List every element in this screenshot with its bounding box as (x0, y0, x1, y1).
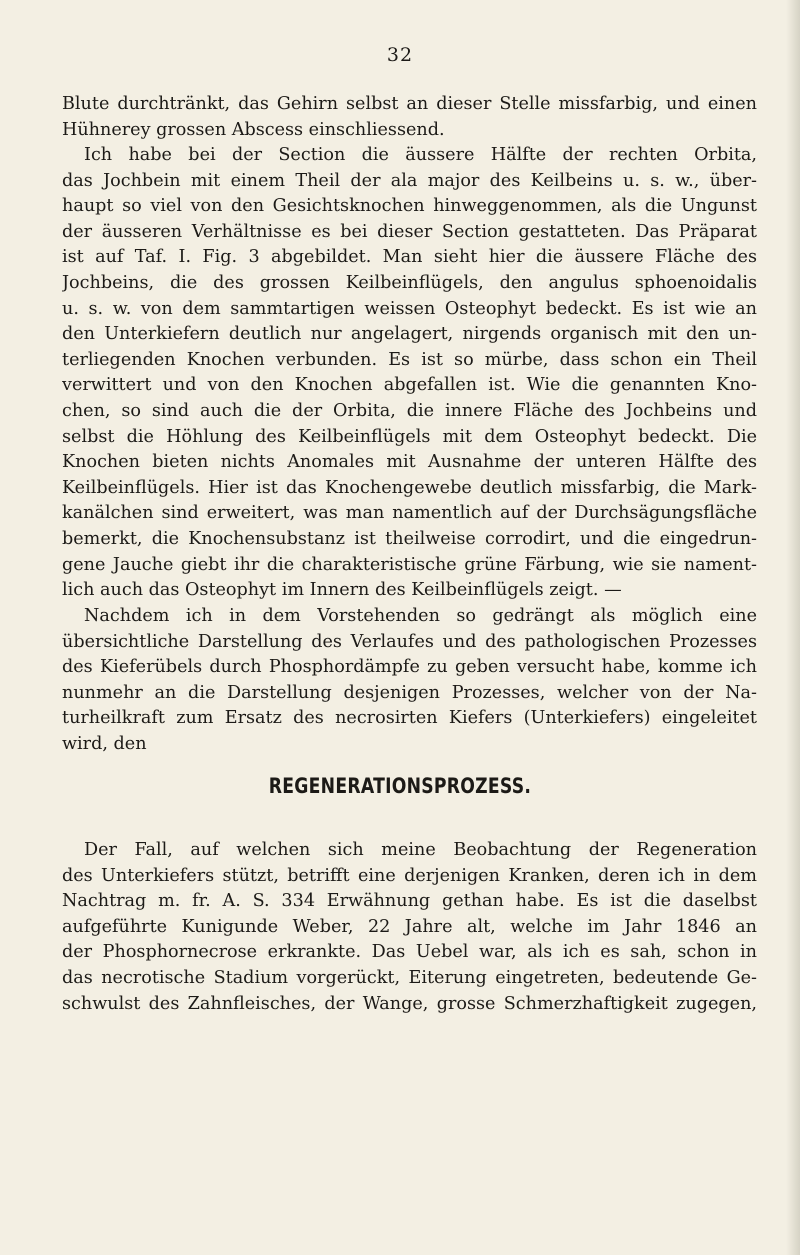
text-line: kanälchen sind erweitert, was man namentlich auf der Durchsägungsfläche (62, 503, 757, 524)
text-line: Knochen bieten nichts Anomales mit Ausnahme der unteren Hälfte des (62, 452, 757, 473)
text-line: lich auch das Osteophyt im Innern des Keilbeinflügels zeigt. — (62, 580, 622, 601)
text-line: übersichtliche Darstellung des Verlaufes und des pathologischen Prozesses (62, 631, 757, 652)
text-line: Der Fall, auf welchen sich meine Beobachtung der Regeneration (84, 840, 757, 860)
text-line: nunmehr an die Darstellung desjenigen Prozesses, welcher von der Na- (62, 682, 757, 703)
text-line: haupt so viel von den Gesichtsknochen hinweggenommen, als die Ungunst (62, 196, 757, 217)
text-line: den Unterkiefern deutlich nur angelagert, nirgends organisch mit den un- (62, 324, 757, 345)
text-line: aufgeführte Kunigunde Weber, 22 Jahre alt, welche im Jahr 1846 an (62, 916, 757, 937)
text-line: Keilbeinflügels. Hier ist das Knochengewebe deutlich missfarbig, die Mark- (62, 477, 757, 498)
text-line: wird, den (62, 733, 147, 754)
text-line: selbst die Höhlung des Keilbeinflügels mit dem Osteophyt bedeckt. Die (62, 426, 757, 447)
paragraph-2 (62, 143, 757, 604)
text-line: ist auf Taf. I. Fig. 3 abgebildet. Man sieht hier die äussere Fläche des (62, 247, 757, 268)
text-line: terliegenden Knochen verbunden. Es ist so mürbe, dass schon ein Theil (62, 349, 757, 370)
text-line: gene Jauche giebt ihr die charakteristische grüne Färbung, wie sie nament- (62, 554, 757, 575)
paragraph-4 (62, 838, 757, 1017)
text-line: Nachtrag m. fr. A. S. 334 Erwähnung gethan habe. Es ist die daselbst (62, 891, 757, 912)
text-line: Ich habe bei der Section die äussere Hälfte der rechten Orbita, (84, 145, 757, 165)
section-heading: REGENERATIONSPROZESS. (268, 774, 532, 798)
text-line: das necrotische Stadium vorgerückt, Eiterung eingetreten, bedeutende Ge- (62, 967, 757, 988)
page-edge-shadow (786, 0, 800, 1255)
text-line: des Kieferübels durch Phosphordämpfe zu geben versucht habe, komme ich (62, 657, 757, 678)
text-line: Hühnerey grossen Abscess einschliessend. (62, 119, 445, 140)
text-line: Jochbeins, die des grossen Keilbeinflügels, den angulus sphoenoidalis (62, 272, 757, 293)
text-line: der Phosphornecrose erkrankte. Das Uebel war, als ich es sah, schon in (62, 942, 757, 963)
text-line: das Jochbein mit einem Theil der ala major des Keilbeins u. s. w., über- (62, 170, 757, 191)
text-line: bemerkt, die Knochensubstanz ist theilweise corrodirt, und die eingedrun- (62, 528, 757, 549)
text-line: des Unterkiefers stützt, betrifft eine derjenigen Kranken, deren ich in dem (62, 865, 757, 886)
text-line: verwittert und von den Knochen abgefallen ist. Wie die genannten Kno- (62, 375, 757, 396)
paragraph-3 (62, 604, 757, 758)
page-number: 32 (386, 44, 414, 66)
text-line: u. s. w. von dem sammtartigen weissen Osteophyt bedeckt. Es ist wie an (62, 298, 757, 319)
text-line: Blute durchtränkt, das Gehirn selbst an dieser Stelle missfarbig, und einen (62, 94, 757, 114)
text-line: der äusseren Verhältnisse es bei dieser Section gestatteten. Das Präparat (62, 221, 757, 242)
text-line: chen, so sind auch die der Orbita, die innere Fläche des Jochbeins und (62, 400, 757, 421)
text-line: Nachdem ich in dem Vorstehenden so gedrängt als möglich eine (84, 606, 757, 626)
text-line: turheilkraft zum Ersatz des necrosirten Kiefers (Unterkiefers) eingeleitet (62, 708, 757, 729)
paragraph-1 (62, 92, 757, 143)
text-line: schwulst des Zahnfleisches, der Wange, grosse Schmerzhaftigkeit zugegen, (62, 993, 757, 1014)
